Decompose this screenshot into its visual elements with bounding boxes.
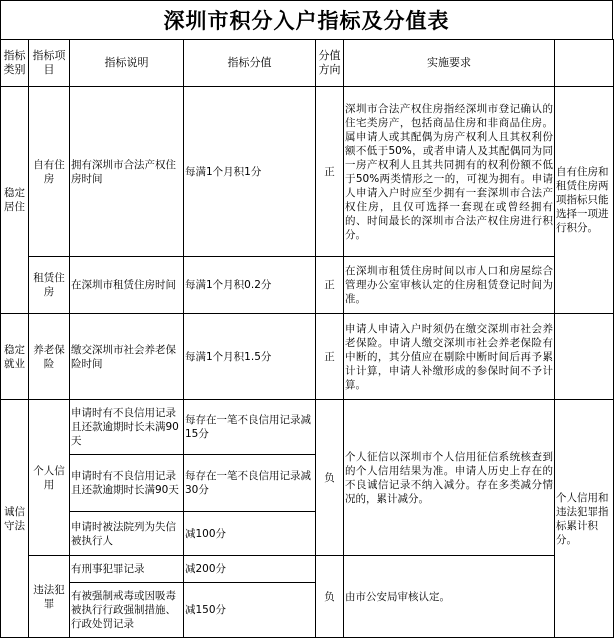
direction-crime: 负 bbox=[316, 556, 344, 638]
item-pension: 养老保险 bbox=[29, 314, 70, 400]
table-row bbox=[1, 556, 614, 583]
score-table bbox=[0, 39, 614, 638]
note-empty bbox=[555, 314, 614, 400]
score-own-house: 每满1个月积1分 bbox=[184, 87, 316, 257]
header-item: 指标项目 bbox=[29, 40, 70, 87]
desc-crime-2: 有被强制戒毒或因吸毒被执行行政强制措施、行政处罚记录 bbox=[70, 583, 184, 638]
note-housing: 自有住房和租赁住房两项指标只能选择一项进行积分。 bbox=[555, 87, 614, 314]
header-score: 指标分值 bbox=[184, 40, 316, 87]
requirement-credit: 个人征信以深圳市个人信用征信系统核查到的个人信用结果为准。申请人历史上存在的不良诚信记录不纳入减分。存在多类减分情况的，累计减分。 bbox=[344, 400, 555, 556]
table-row bbox=[1, 400, 614, 455]
item-rent-house: 租赁住房 bbox=[29, 257, 70, 314]
requirement-pension: 申请人申请入户时须仍在缴交深圳市社会养老保险。申请人缴交深圳市社会养老保险有中断的，其分值应在剔除中断时间后再予累计计算，申请人补缴形成的参保时间不予计算。 bbox=[344, 314, 555, 400]
header-direction: 分值方向 bbox=[316, 40, 344, 87]
desc-credit-3: 申请时被法院列为失信被执行人 bbox=[70, 512, 184, 556]
desc-pension: 缴交深圳市社会养老保险时间 bbox=[70, 314, 184, 400]
header-description: 指标说明 bbox=[70, 40, 184, 87]
desc-credit-1: 申请时有不良信用记录且还款逾期时长未满90天 bbox=[70, 400, 184, 455]
direction-pension: 正 bbox=[316, 314, 344, 400]
score-credit-2: 每存在一笔不良信用记录减30分 bbox=[184, 455, 316, 512]
requirement-own-house: 深圳市合法产权住房指经深圳市登记确认的住宅类房产，包括商品住房和非商品住房。属申请人或其配偶为房产权利人且其权利份额不低于50%，或者申请人及其配偶同为同一房产权利人且其共同拥有的权利份额不低于50%两类情形之一的，可视为拥有。申请人申请入户时应至少拥有一套深圳市合法产权住房，且仅可选择一套现在或曾经拥有的、时间最长的深圳市合法产权住房进行积分。 bbox=[344, 87, 555, 257]
score-crime-1: 减200分 bbox=[184, 556, 316, 583]
desc-own-house: 拥有深圳市合法产权住房时间 bbox=[70, 87, 184, 257]
item-crime: 违法犯罪 bbox=[29, 556, 70, 638]
item-credit: 个人信用 bbox=[29, 400, 70, 556]
table-row bbox=[1, 87, 614, 257]
header-category: 指标类别 bbox=[1, 40, 29, 87]
requirement-rent-house: 在深圳市租赁住房时间以市人口和房屋综合管理办公室审核认定的住房租赁登记时间为准。 bbox=[344, 257, 555, 314]
group-integrity: 诚信守法 bbox=[1, 400, 29, 638]
header-row bbox=[1, 40, 614, 87]
group-stable-residence: 稳定居住 bbox=[1, 87, 29, 314]
header-requirements: 实施要求 bbox=[344, 40, 555, 87]
table-row bbox=[1, 314, 614, 400]
desc-rent-house: 在深圳市租赁住房时间 bbox=[70, 257, 184, 314]
direction-credit: 负 bbox=[316, 400, 344, 556]
score-pension: 每满1个月积1.5分 bbox=[184, 314, 316, 400]
group-stable-employment: 稳定就业 bbox=[1, 314, 29, 400]
desc-credit-2: 申请时有不良信用记录且还款逾期时长满90天 bbox=[70, 455, 184, 512]
table-title: 深圳市积分入户指标及分值表 bbox=[0, 0, 613, 40]
direction-own-house: 正 bbox=[316, 87, 344, 257]
score-credit-3: 减100分 bbox=[184, 512, 316, 556]
note-integrity: 个人信用和违法犯罪指标累计积分。 bbox=[555, 400, 614, 638]
requirement-crime: 由市公安局审核认定。 bbox=[344, 556, 555, 638]
header-notes bbox=[555, 40, 614, 87]
item-own-house: 自有住房 bbox=[29, 87, 70, 257]
desc-crime-1: 有刑事犯罪记录 bbox=[70, 556, 184, 583]
score-crime-2: 减150分 bbox=[184, 583, 316, 638]
direction-rent-house: 正 bbox=[316, 257, 344, 314]
score-credit-1: 每存在一笔不良信用记录减15分 bbox=[184, 400, 316, 455]
table-row bbox=[1, 257, 614, 314]
score-rent-house: 每满1个月积0.2分 bbox=[184, 257, 316, 314]
